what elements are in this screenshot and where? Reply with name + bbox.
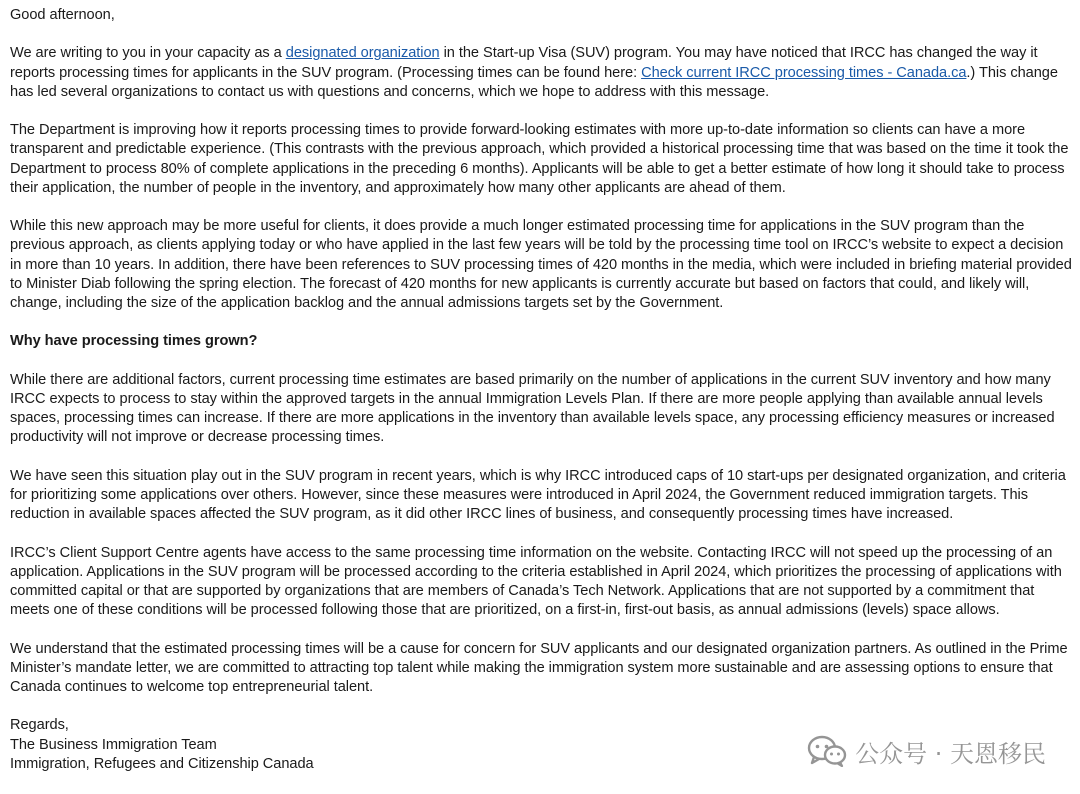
department-name: Immigration, Refugees and Citizenship Canada xyxy=(10,755,314,772)
section-heading: Why have processing times grown? xyxy=(10,333,258,350)
paragraph-new-approach: While this new approach may be more useful for clients, it does provide a much longer estimated processing time for applications in the SUV program than the previous approach, as clients applying today or who have applied in the last few years will be told by the processing time tool on IRCC’s website to expect a decision in more than 10 years. In addition, there have been references to SUV processing times of 420 months in the media, which were included in briefing material provided to Minister Diab following the spring election. The forecast of 420 months for new applicants is currently accurate but based on factors that could, and likely will, change, including the size of the application backlog and the annual admissions targets set by the Government. xyxy=(10,218,1072,311)
processing-times-link[interactable]: Check current IRCC processing times - Canada.ca xyxy=(641,64,967,81)
greeting: Good afternoon, xyxy=(10,7,115,23)
watermark xyxy=(807,733,1046,769)
paragraph-intro xyxy=(10,44,1072,102)
paragraph-factors: While there are additional factors, current processing time estimates are based primarily on the number of applications in the current SUV inventory and how many IRCC expects to process to stay within the approved targets in the annual Immigration Levels Plan. If there are more people applying than available annual levels spaces, processing times can increase. If there are more applications in the inventory than available levels space, any processing efficiency measures or increased productivity will not improve or decrease processing times. xyxy=(10,371,1055,446)
closing: Regards, xyxy=(10,717,69,734)
intro-text-3: .) This change has led several organizations to contact us with questions and concerns, which we hope to address with this message. xyxy=(10,64,1058,100)
paragraph-client-support: IRCC’s Client Support Centre agents have access to the same processing time information on the website. Contacting IRCC will not speed up the processing of an application. Applications in the SUV program will be processed according to the criteria established in April 2024, which prioritizes the processing of applications with committed capital or that are supported by organizations that are members of Canada’s Tech Network. Applications that are not supported by a commitment that meets one of these conditions will be processed following those that are prioritized, on a first-in, first-out basis, as annual admissions (levels) space allows. xyxy=(10,544,1062,619)
paragraph-caps: We have seen this situation play out in the SUV program in recent years, which is why IRCC introduced caps of 10 start-ups per designated organization, and criteria for prioritizing some applications over others. However, since these measures were introduced in April 2024, the Government reduced immigration targets. This reduction in available spaces affected the SUV program, as it did other IRCC lines of business, and consequently processing times have increased. xyxy=(10,467,1066,523)
intro-text-2: in the Start-up Visa (SUV) program. You may have noticed that IRCC has changed the way it reports processing times for applicants in the SUV program. (Processing times can be found here: xyxy=(10,45,1038,81)
paragraph-concern: We understand that the estimated processing times will be a cause for concern for SUV applicants and our designated organization partners. As outlined in the Prime Minister’s mandate letter, we are committed to attracting top talent while making the immigration system more sustainable and are assessing options to ensure that Canada continues to welcome top entrepreneurial talent. xyxy=(10,640,1068,695)
watermark-text: 公众号 · 天恩移民 xyxy=(855,739,1046,768)
letter-body xyxy=(10,6,1072,774)
paragraph-department: The Department is improving how it reports processing times to provide forward-looking estimates with more up-to-date information so clients can have a more transparent and predictable experience. (This contrasts with the previous approach, which provided a historical processing time that was based on the time it took the Department to process 80% of complete applications in the preceding 6 months). Applicants will be able to get a better estimate of how long it should take to process their application, the number of people in the inventory, and approximately how many other applicants are ahead of them. xyxy=(10,122,1069,196)
intro-text-1: We are writing to you in your capacity as a xyxy=(10,45,286,62)
designated-organization-link[interactable]: designated organization xyxy=(285,45,440,62)
wechat-icon xyxy=(807,735,847,767)
team-name: The Business Immigration Team xyxy=(10,736,217,753)
